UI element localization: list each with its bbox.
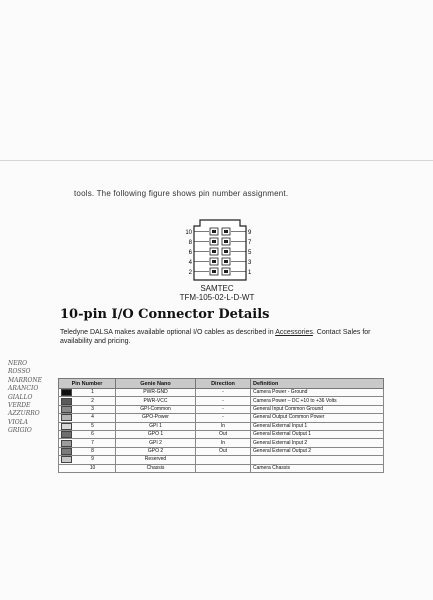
table-row [59, 405, 384, 413]
cell-direction [196, 456, 251, 464]
table-row [59, 439, 384, 447]
cell-definition [251, 456, 384, 464]
cell-genie-nano: PWR-VCC [116, 397, 196, 405]
scan-fold-line [0, 160, 433, 161]
cell-direction: - [196, 397, 251, 405]
cell-definition: Camera Chassis [251, 464, 384, 472]
cell-pin-number [59, 430, 116, 438]
cell-definition: General Input Common Ground [251, 405, 384, 413]
table-row [59, 464, 384, 472]
wire-color-swatch [61, 398, 72, 405]
handwritten-color-note: VERDE [8, 402, 31, 409]
cell-definition: Camera Power - Ground [251, 389, 384, 397]
cell-definition: General Output Common Power [251, 414, 384, 422]
cell-definition: General External Output 2 [251, 447, 384, 455]
pin-label-right: 1 [248, 270, 252, 276]
pin-label-left: 8 [188, 240, 192, 246]
table-row [59, 414, 384, 422]
header-pin-number: Pin Number [59, 379, 116, 389]
cell-definition: General External Input 1 [251, 422, 384, 430]
table-row [59, 422, 384, 430]
connector-pin-contact [212, 240, 216, 243]
pin-number: 5 [91, 422, 94, 429]
cut-off-text: tools. The following figure shows pin number assignment. [74, 189, 289, 198]
cell-direction [196, 464, 251, 472]
wire-color-swatch [61, 414, 72, 421]
table-row [59, 447, 384, 455]
wire-color-swatch [61, 406, 72, 413]
pin-number: 9 [91, 456, 94, 463]
cell-pin-number [59, 447, 116, 455]
connector-pin-contact [212, 250, 216, 253]
handwritten-color-note: ROSSO [8, 368, 31, 376]
cell-pin-number [59, 405, 116, 413]
handwritten-color-note: MARRONE [8, 376, 43, 384]
cell-pin-number [59, 397, 116, 405]
connector-brand: SAMTEC [200, 284, 234, 293]
connector-pin-contact [224, 260, 228, 263]
header-genie-nano: Genie Nano [116, 379, 196, 389]
cell-direction: In [196, 439, 251, 447]
handwritten-color-note: AZZURRO [8, 410, 40, 418]
pin-label-right: 7 [248, 240, 252, 246]
pin-label-left: 2 [188, 270, 192, 276]
table-row [59, 430, 384, 438]
cell-genie-nano: Reserved [116, 456, 196, 464]
cell-direction: - [196, 414, 251, 422]
cell-pin-number [59, 422, 116, 430]
cell-genie-nano: GPO 1 [116, 430, 196, 438]
connector-part-number: TFM-105-02-L-D-WT [179, 293, 255, 302]
header-direction: Direction [196, 379, 251, 389]
section-title: 10-pin I/O Connector Details [60, 307, 270, 322]
pin-number: 1 [91, 389, 94, 396]
cell-genie-nano: GPI 2 [116, 439, 196, 447]
cell-direction: In [196, 422, 251, 430]
pin-label-right: 9 [248, 230, 252, 236]
cell-definition: Camera Power – DC +10 to +36 Volts [251, 397, 384, 405]
wire-color-swatch [61, 423, 72, 430]
connector-pin-contact [224, 270, 228, 273]
pin-number: 10 [89, 464, 96, 471]
pin-number: 3 [91, 405, 94, 412]
intro-text-before: Teledyne DALSA makes available optional I/O cables as described in [60, 329, 276, 336]
handwritten-color-note: GIALLO [8, 393, 33, 401]
wire-color-swatch [61, 431, 72, 438]
pin-table-header [59, 379, 384, 389]
handwritten-color-note: NERO [8, 360, 28, 367]
connector-body [194, 220, 246, 280]
connector-pin-contact [212, 270, 216, 273]
pin-table [58, 378, 384, 473]
connector-pin-contact [212, 230, 216, 233]
cell-pin-number [59, 389, 116, 397]
connector-caption [168, 284, 266, 302]
connector-pin-contact [224, 240, 228, 243]
cell-pin-number [59, 414, 116, 422]
cell-genie-nano: GPI-Common [116, 405, 196, 413]
cell-direction: Out [196, 430, 251, 438]
table-row [59, 397, 384, 405]
wire-color-swatch [61, 440, 72, 447]
pin-number: 8 [91, 447, 94, 454]
table-row [59, 456, 384, 464]
handwritten-color-note: ARANCIO [8, 385, 39, 393]
pin-number: 4 [91, 414, 94, 421]
table-row [59, 389, 384, 397]
accessories-link[interactable]: Accessories [275, 329, 313, 336]
cell-pin-number [59, 439, 116, 447]
connector-pin-contact [224, 230, 228, 233]
cell-direction: - [196, 405, 251, 413]
cell-pin-number [59, 456, 116, 464]
cell-definition: General External Output 1 [251, 430, 384, 438]
pin-label-left: 4 [188, 260, 192, 266]
connector-pin-contact [212, 260, 216, 263]
pin-number: 2 [91, 397, 94, 404]
connector-pin-contact [224, 250, 228, 253]
pin-label-right: 3 [248, 260, 252, 266]
pin-label-right: 5 [248, 250, 252, 256]
handwritten-color-note: VIOLA [8, 418, 28, 426]
wire-color-swatch [61, 448, 72, 455]
cell-genie-nano: Chassis [116, 464, 196, 472]
pin-number: 7 [91, 439, 94, 446]
cell-definition: General External Input 2 [251, 439, 384, 447]
cell-genie-nano: GPO 2 [116, 447, 196, 455]
intro-text-after: . Contact Sales for availability and pricing. [60, 329, 371, 345]
cell-genie-nano: GPO-Power [116, 414, 196, 422]
cell-genie-nano: GPI 1 [116, 422, 196, 430]
pin-label-left: 6 [188, 250, 192, 256]
handwritten-color-note: GRIGIO [8, 427, 32, 435]
wire-color-swatch [61, 389, 72, 396]
cell-genie-nano: PWR-GND [116, 389, 196, 397]
wire-color-swatch [61, 456, 72, 463]
pin-label-left: 10 [185, 230, 192, 236]
cell-pin-number [59, 464, 116, 472]
pin-number: 6 [91, 431, 94, 438]
cell-direction: Out [196, 447, 251, 455]
header-definition: Definition [251, 379, 384, 389]
intro-paragraph [60, 328, 390, 346]
cell-direction: - [196, 389, 251, 397]
